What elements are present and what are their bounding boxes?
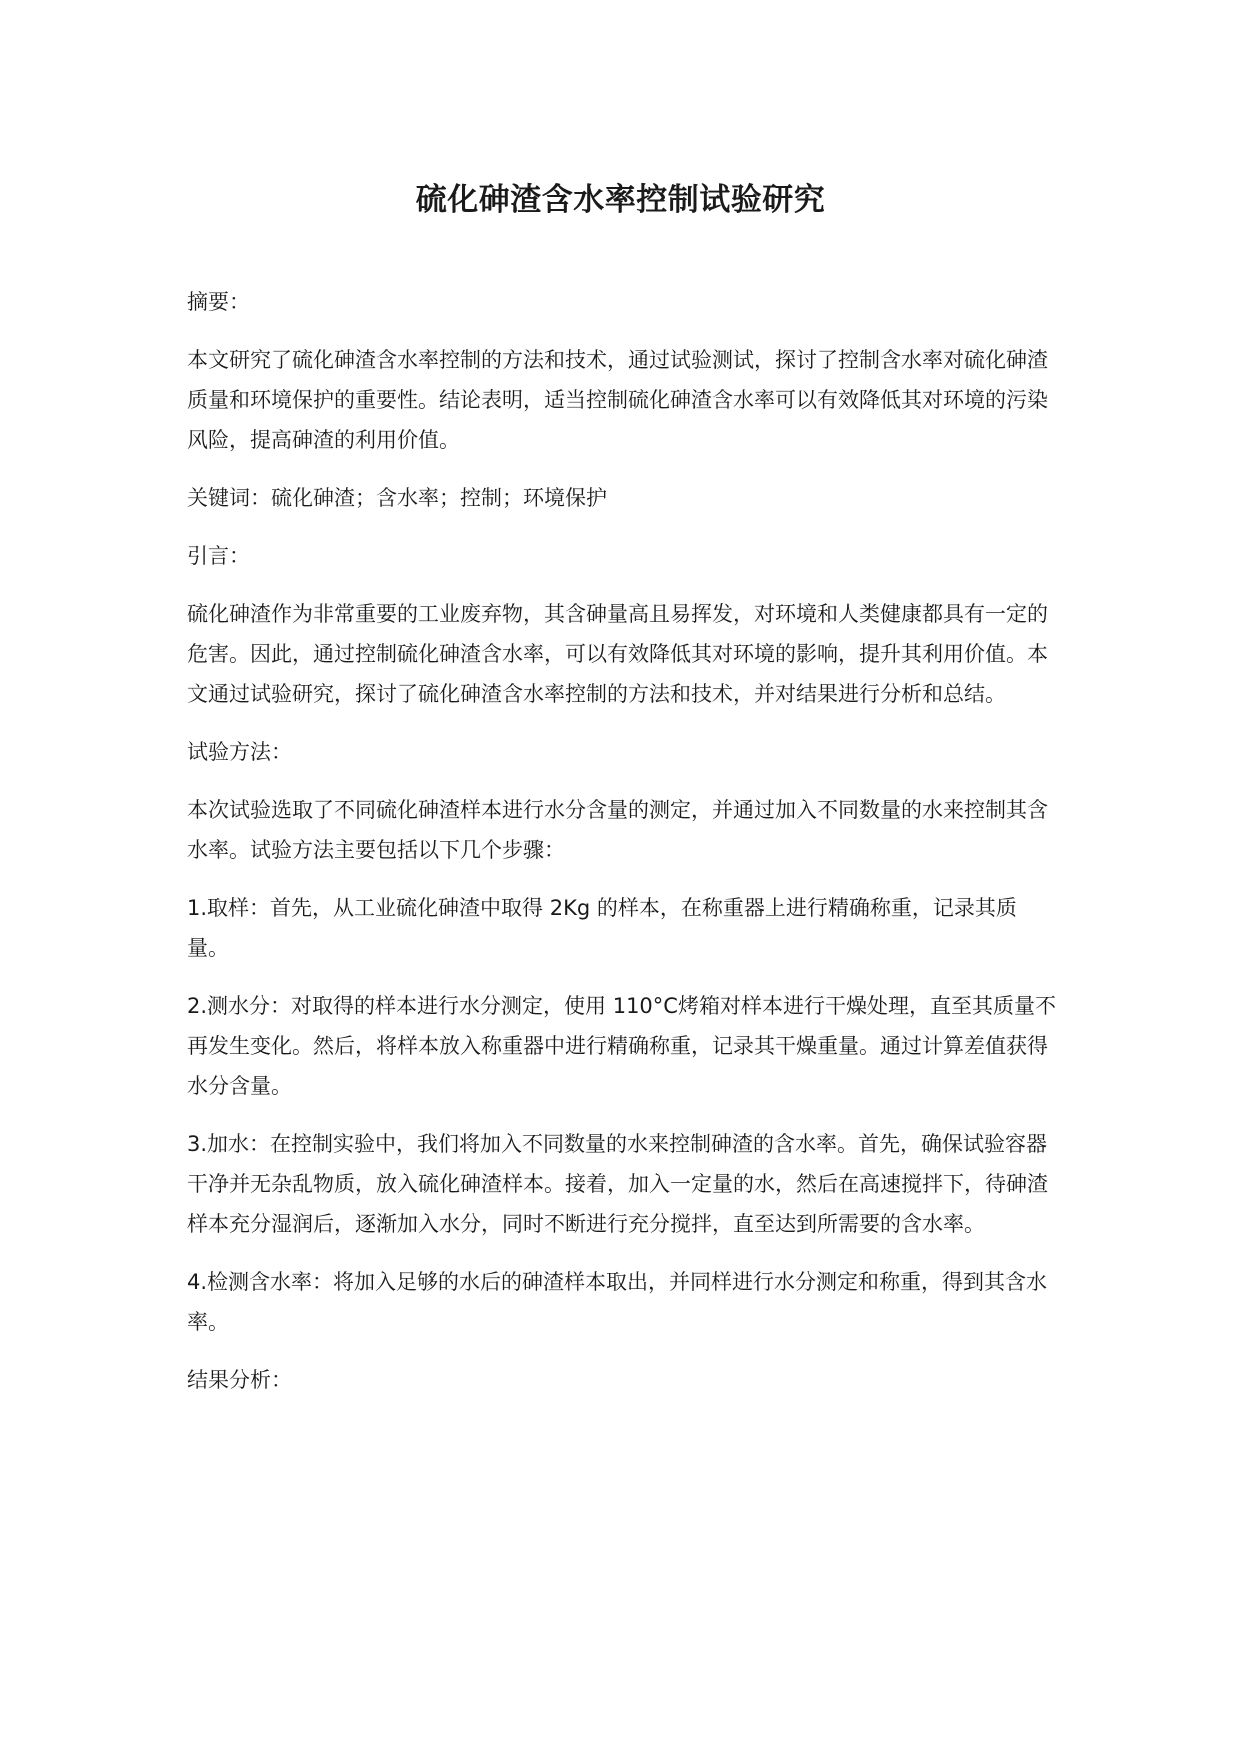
introduction-paragraph: 硫化砷渣作为非常重要的工业废弃物，其含砷量高且易挥发，对环境和人类健康都具有一定的危害。因此，通过控制硫化砷渣含水率，可以有效降低其对环境的影响，提升其利用价值。本文通过试验研究，探讨了硫化砷渣含水率控制的方法和技术，并对结果进行分析和总结。	[187, 602, 1048, 706]
abstract-paragraph: 本文研究了硫化砷渣含水率控制的方法和技术，通过试验测试，探讨了控制含水率对硫化砷渣质量和环境保护的重要性。结论表明，适当控制硫化砷渣含水率可以有效降低其对环境的污染风险，提高砷渣的利用价值。	[187, 348, 1048, 452]
document-title: 硫化砷渣含水率控制试验研究	[415, 182, 826, 218]
keywords-line: 关键词：硫化砷渣；含水率；控制；环境保护	[187, 486, 607, 510]
step-1-paragraph: 1.取样：首先，从工业硫化砷渣中取得 2Kg 的样本，在称重器上进行精确称重，记录其质量。	[187, 896, 1017, 960]
results-heading: 结果分析：	[187, 1368, 292, 1392]
step-2-paragraph: 2.测水分：对取得的样本进行水分测定，使用 110°C烤箱对样本进行干燥处理，直至其质量不再发生变化。然后，将样本放入称重器中进行精确称重，记录其干燥重量。通过计算差值获得水分含量。	[187, 994, 1056, 1098]
document-body	[187, 282, 1057, 1418]
method-heading: 试验方法：	[187, 740, 292, 764]
step-3-paragraph: 3.加水：在控制实验中，我们将加入不同数量的水来控制砷渣的含水率。首先，确保试验容器干净并无杂乱物质，放入硫化砷渣样本。接着，加入一定量的水，然后在高速搅拌下，待砷渣样本充分湿润后，逐渐加入水分，同时不断进行充分搅拌，直至达到所需要的含水率。	[187, 1132, 1048, 1236]
step-4-paragraph: 4.检测含水率：将加入足够的水后的砷渣样本取出，并同样进行水分测定和称重，得到其含水率。	[187, 1270, 1048, 1334]
introduction-heading: 引言：	[187, 544, 250, 568]
method-paragraph: 本次试验选取了不同硫化砷渣样本进行水分含量的测定，并通过加入不同数量的水来控制其含水率。试验方法主要包括以下几个步骤：	[187, 798, 1048, 862]
abstract-heading: 摘要：	[187, 290, 250, 314]
